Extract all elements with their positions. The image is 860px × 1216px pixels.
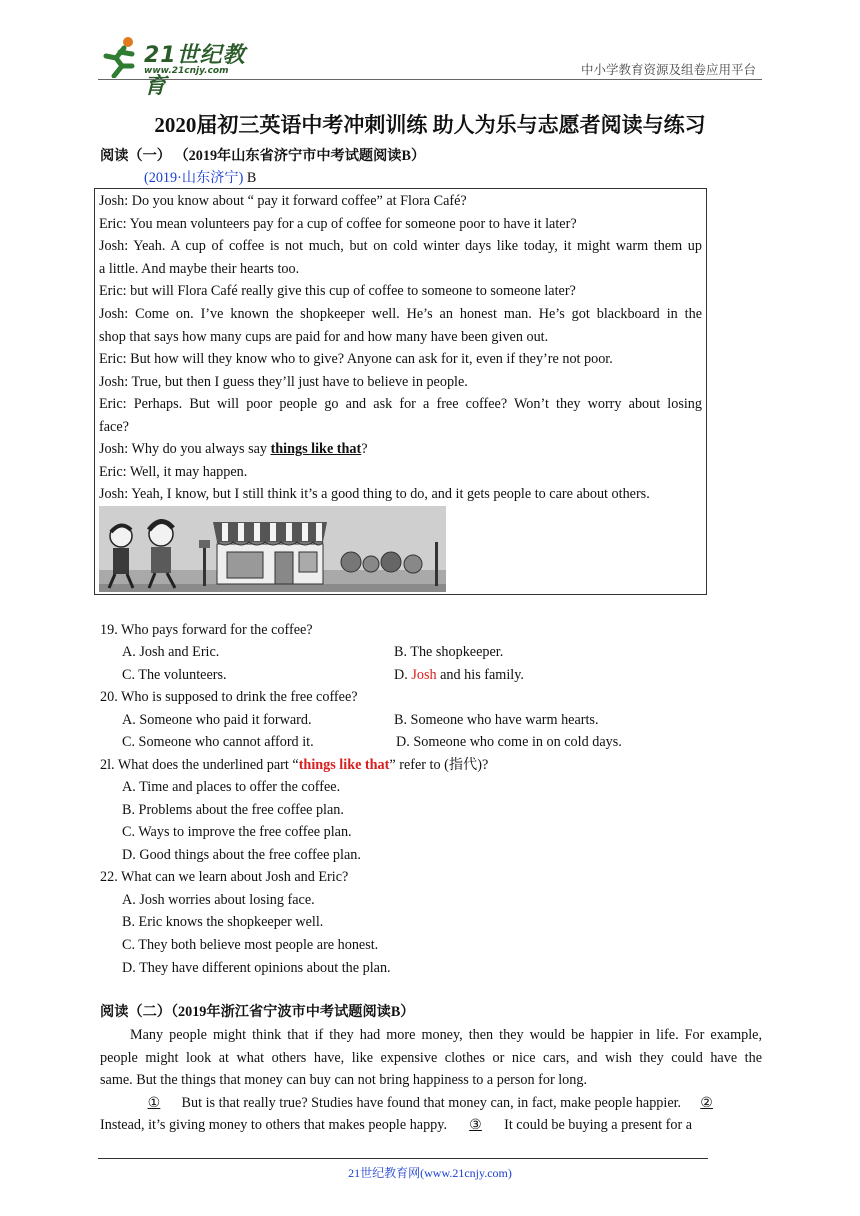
dialogue-line: Josh: Do you know about “ pay it forward coffee” at Flora Café? bbox=[99, 193, 467, 209]
dialogue-line: Eric: but will Flora Café really give this cup of coffee to someone to someone later? bbox=[99, 283, 576, 299]
q22-option-d: D. They have different opinions about the plan. bbox=[122, 960, 391, 976]
source-line bbox=[144, 168, 256, 188]
q21-option-c: C. Ways to improve the free coffee plan. bbox=[122, 824, 352, 840]
q21-stem-prefix: 2l. What does the underlined part “ bbox=[100, 757, 299, 773]
q20-stem: 20. Who is supposed to drink the free coffee? bbox=[100, 689, 358, 705]
logo bbox=[98, 36, 258, 99]
q21-option-d: D. Good things about the free coffee plan. bbox=[122, 847, 361, 863]
running-figure-icon bbox=[98, 36, 144, 78]
dialogue-line: Josh: Yeah, I know, but I still think it’s a good thing to do, and it gets people to care about others. bbox=[99, 486, 650, 502]
page-title: 2020届初三英语中考冲刺训练 助人为乐与志愿者阅读与练习 bbox=[154, 113, 706, 137]
q20-option-a: A. Someone who paid it forward. bbox=[122, 712, 312, 728]
dialogue-line: Eric: Perhaps. But will poor people go and ask for a free coffee? Won’t they worry about losing bbox=[99, 396, 702, 412]
q20-option-c: C. Someone who cannot afford it. bbox=[122, 734, 314, 750]
cafe-illustration bbox=[99, 506, 446, 592]
dialogue-line: Eric: You mean volunteers pay for a cup of coffee for someone poor to have it later? bbox=[99, 216, 577, 232]
q21-stem bbox=[100, 755, 488, 775]
footer-text: 21世纪教育网(www.21cnjy.com) bbox=[348, 1166, 512, 1180]
header-rule bbox=[98, 79, 762, 80]
q21-stem-suffix: ” refer to (指代)? bbox=[389, 757, 489, 773]
dialogue-line: shop that says how many cups are paid for and how many have been given out. bbox=[99, 329, 549, 345]
q19-option-d bbox=[394, 665, 524, 685]
question-mark: ? bbox=[361, 441, 368, 457]
q22-option-c: C. They both believe most people are honest. bbox=[122, 937, 379, 953]
logo-url: www.21cnjy.com bbox=[144, 66, 229, 76]
q21-stem-red: things like that bbox=[298, 757, 390, 773]
dialogue-line: Josh: True, but then I guess they’ll just have to believe in people. bbox=[99, 374, 468, 390]
q19-stem: 19. Who pays forward for the coffee? bbox=[100, 622, 313, 638]
source-tag: (2019·山东济宁) bbox=[144, 170, 244, 186]
passage-text: It could be buying a present for a bbox=[500, 1117, 693, 1133]
dialogue-text: Josh: Why do you always say bbox=[99, 441, 271, 457]
passage-line: Many people might think that if they had more money, then they would be happier in life. For example, bbox=[130, 1027, 762, 1043]
underlined-phrase: things like that bbox=[270, 441, 362, 457]
passage-text: Instead, it’s giving money to others that makes people happy. bbox=[100, 1117, 451, 1133]
q22-option-a: A. Josh worries about losing face. bbox=[122, 892, 315, 908]
q19-option-c: C. The volunteers. bbox=[122, 667, 227, 683]
blank-3: ③ bbox=[469, 1117, 482, 1133]
logo-text: 21世纪教育 bbox=[144, 43, 246, 99]
q19-d-suffix: and his family. bbox=[436, 667, 524, 683]
q22-stem: 22. What can we learn about Josh and Eric? bbox=[100, 869, 349, 885]
section2-heading: 阅读（二）（2019年浙江省宁波市中考试题阅读B） bbox=[100, 1004, 415, 1020]
section1-heading: 阅读（一） （2019年山东省济宁市中考试题阅读B） bbox=[100, 148, 426, 164]
dialogue-line: a little. And maybe their hearts too. bbox=[99, 261, 300, 277]
footer-rule bbox=[98, 1158, 708, 1159]
q20-option-b: B. Someone who have warm hearts. bbox=[394, 712, 599, 728]
dialogue-line: face? bbox=[99, 419, 129, 435]
dialogue-line: Eric: But how will they know who to give? Anyone can ask for it, even if they’re not poor. bbox=[99, 351, 613, 367]
q19-option-b: B. The shopkeeper. bbox=[394, 644, 504, 660]
dialogue-line: Josh: Come on. I’ve known the shopkeeper well. He’s an honest man. He’s got blackboard in the bbox=[99, 306, 702, 322]
blank-1: ① bbox=[147, 1095, 161, 1111]
platform-name: 中小学教育资源及组卷应用平台 bbox=[580, 62, 756, 77]
q22-option-b: B. Eric knows the shopkeeper well. bbox=[122, 914, 324, 930]
q20-option-d: D. Someone who come in on cold days. bbox=[396, 734, 622, 750]
passage-text: But is that really true? Studies have found that money can, in fact, make people happier. bbox=[178, 1095, 685, 1111]
passage-line-blanks bbox=[100, 1115, 692, 1135]
dialogue-line: Eric: Well, it may happen. bbox=[99, 464, 248, 480]
passage-line: same. But the things that money can buy can not bring happiness to a person for long. bbox=[100, 1072, 588, 1088]
passage-line-blanks bbox=[130, 1093, 762, 1113]
q19-d-red: Josh bbox=[411, 667, 437, 683]
dialogue-line: Josh: Yeah. A cup of coffee is not much, but on cold winter days like today, it might warm them up bbox=[99, 238, 702, 254]
q19-option-a: A. Josh and Eric. bbox=[122, 644, 220, 660]
blank-2: ② bbox=[700, 1095, 714, 1111]
q19-d-prefix: D. bbox=[394, 667, 412, 683]
q21-option-b: B. Problems about the free coffee plan. bbox=[122, 802, 344, 818]
dialogue-line-underlined bbox=[99, 439, 368, 459]
passage-line: people might look at what others have, like expensive clothes or nice cars, and wish they could have the bbox=[100, 1050, 762, 1066]
source-letter: B bbox=[243, 170, 257, 186]
q21-option-a: A. Time and places to offer the coffee. bbox=[122, 779, 341, 795]
